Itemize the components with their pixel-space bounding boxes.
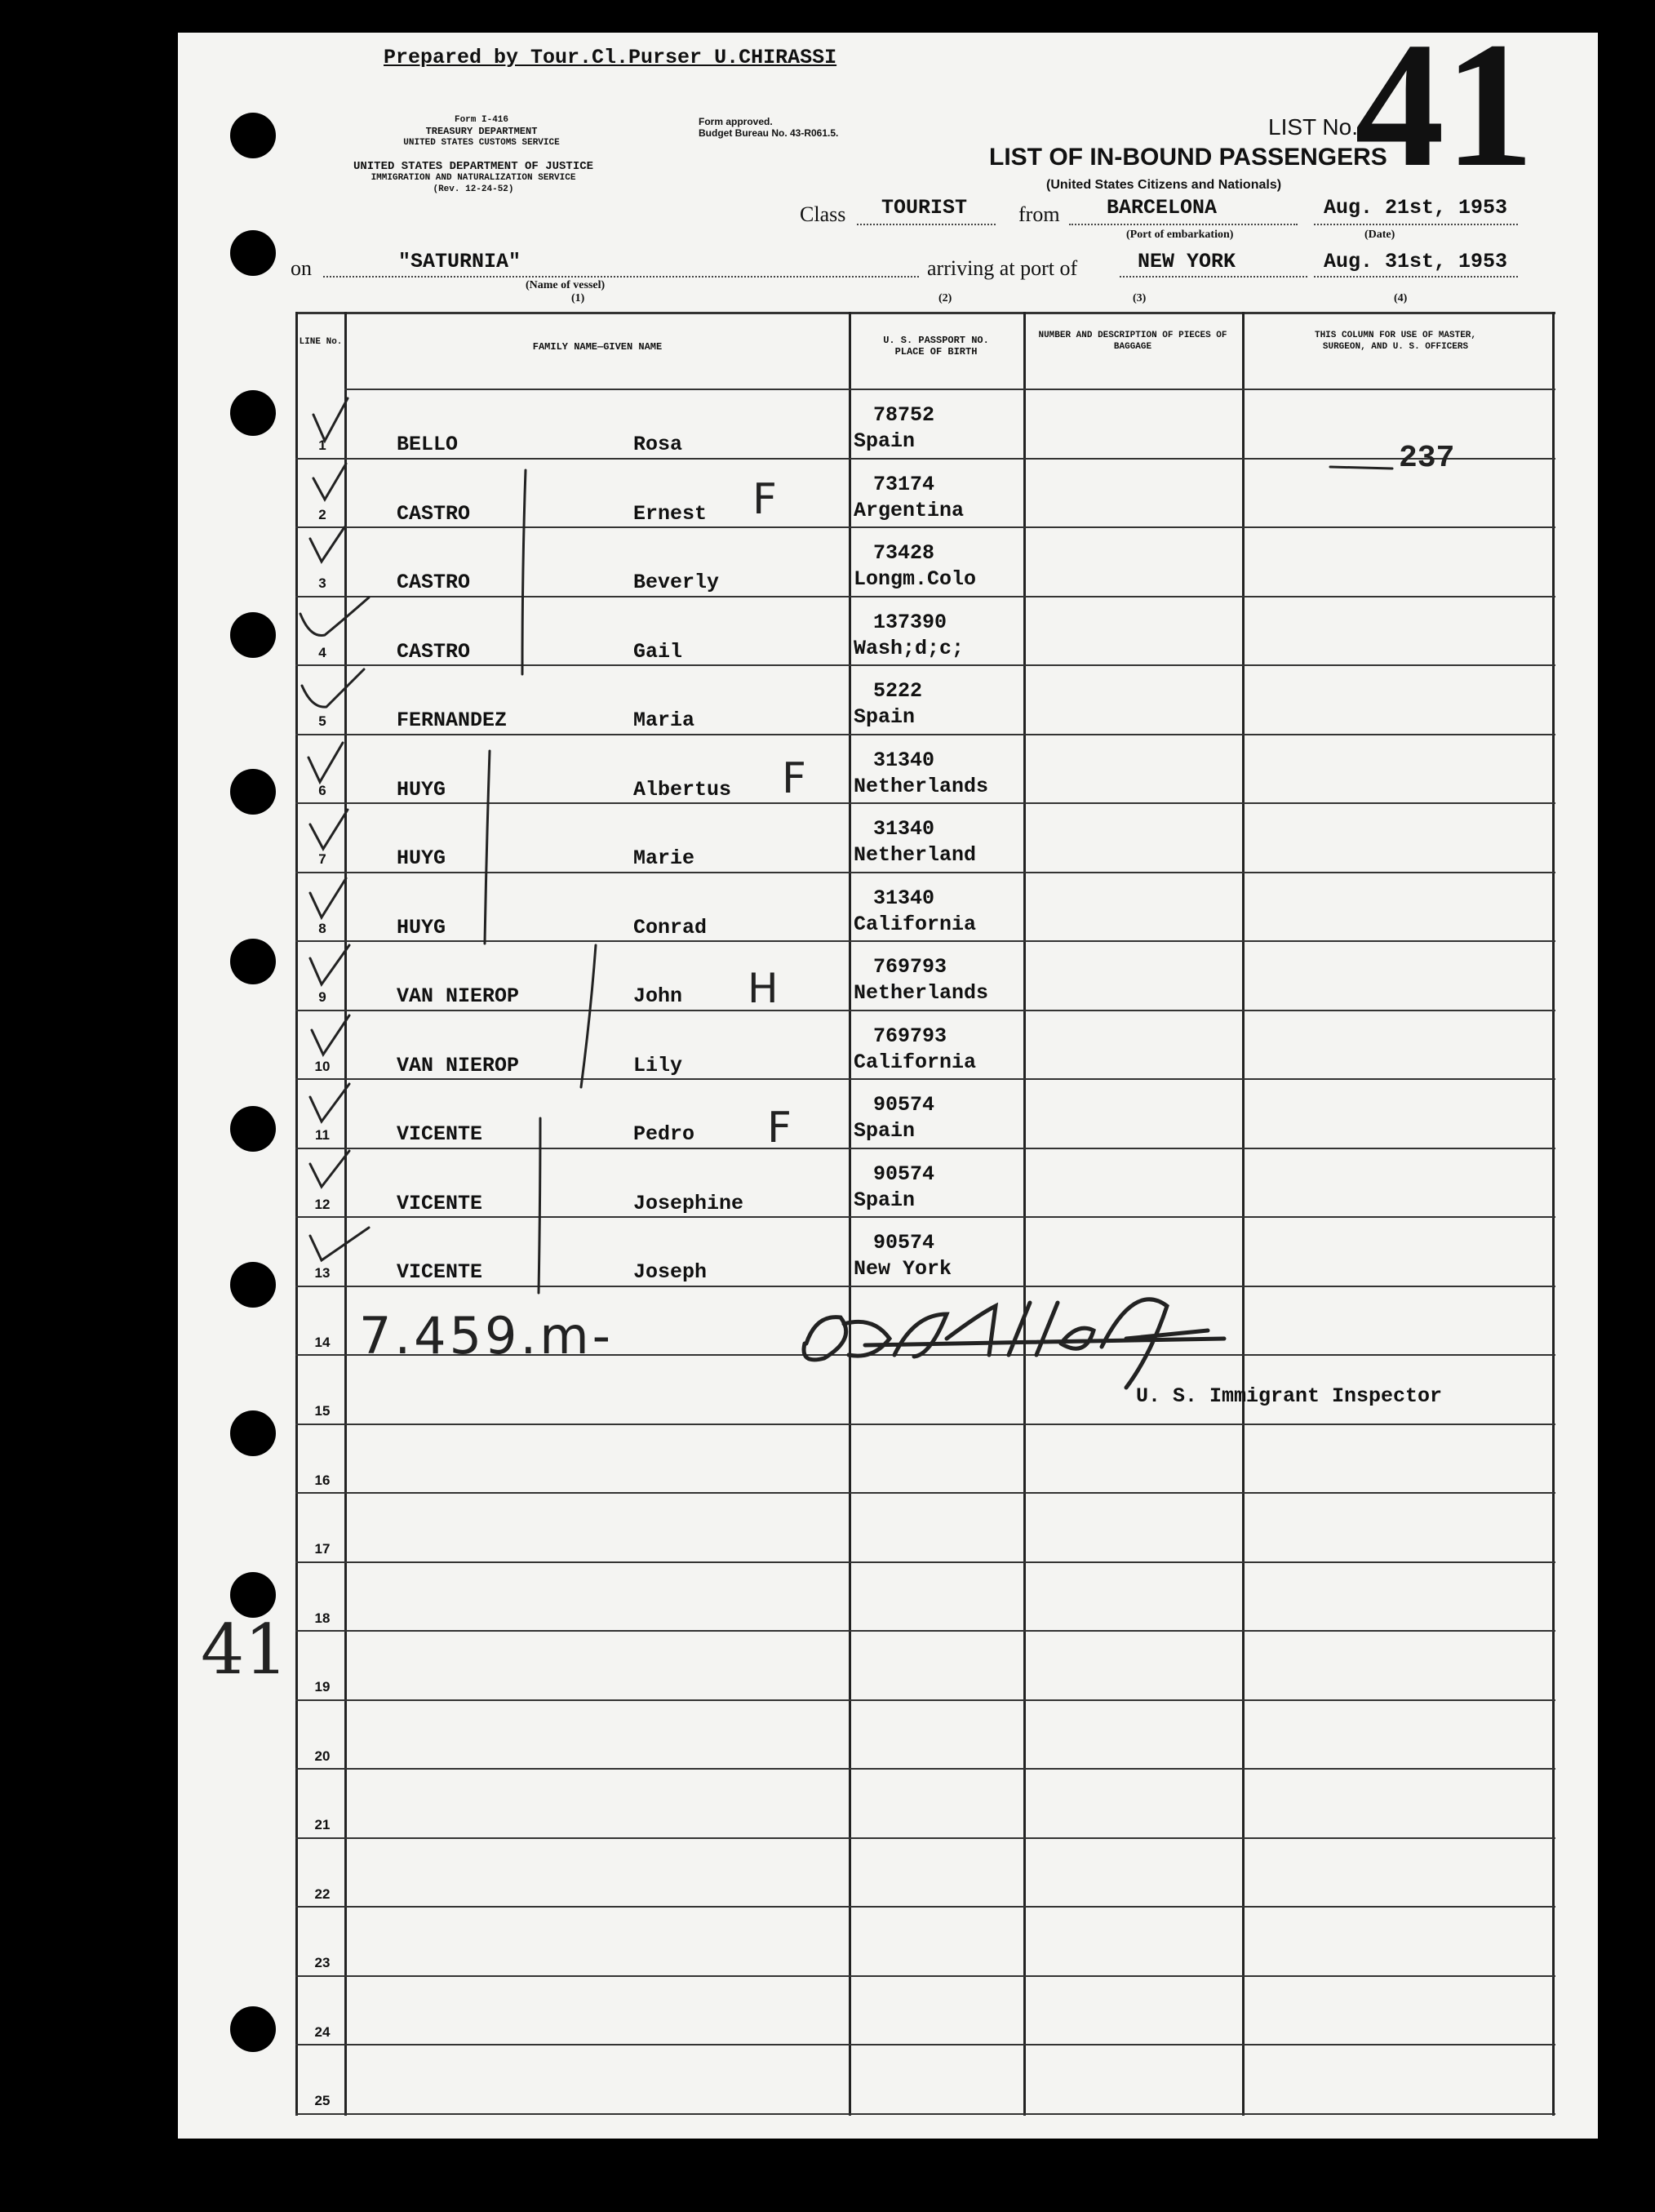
passport-number: 5222 [873, 679, 923, 703]
arriving-label: arriving at port of [927, 256, 1078, 280]
given-name: Lily [633, 1053, 683, 1077]
passport-number: 31340 [873, 886, 935, 910]
given-name: John [633, 984, 683, 1008]
family-bracket [522, 470, 526, 674]
birthplace: Netherlands [854, 981, 989, 1005]
family-bracket [581, 945, 596, 1087]
passport-number: 90574 [873, 1093, 935, 1117]
given-name: Josephine [633, 1191, 744, 1215]
family-bracket [539, 1118, 540, 1293]
given-name: Pedro [633, 1122, 695, 1146]
line-number: 17 [314, 1541, 331, 1557]
line-number: 2 [318, 506, 326, 522]
passport-number: 90574 [873, 1162, 935, 1186]
line-number: 1 [318, 438, 326, 453]
line-number: 23 [314, 1955, 331, 1970]
birthplace: Spain [854, 1119, 916, 1143]
column-number: (4) [1394, 292, 1408, 304]
line-number: 18 [314, 1610, 331, 1626]
passport-number: 769793 [873, 1024, 947, 1048]
given-name: Beverly [633, 571, 720, 594]
line-number: 13 [314, 1265, 331, 1281]
on-label: on [291, 256, 312, 280]
passport-number: 73428 [873, 541, 935, 565]
line-number: 5 [318, 713, 326, 729]
port-embarkation-caption: (Port of embarkation) [1126, 229, 1234, 241]
family-name: CASTRO [397, 501, 471, 526]
family-name: VICENTE [397, 1122, 483, 1146]
check-mark [310, 1084, 349, 1122]
given-name: Maria [633, 708, 695, 732]
line-number: 25 [314, 2093, 331, 2108]
check-mark [310, 810, 348, 849]
passport-number: 137390 [873, 610, 947, 634]
line-number: 19 [314, 1679, 331, 1695]
birthplace: Netherlands [854, 774, 989, 798]
list-no-label: LIST No. [1268, 114, 1358, 140]
family-name: VICENTE [397, 1191, 483, 1215]
birthplace: California [854, 1050, 977, 1074]
check-mark [310, 878, 346, 917]
line-number: 21 [314, 1817, 331, 1832]
birthplace: Spain [854, 705, 916, 729]
family-name: VAN NIEROP [397, 984, 520, 1008]
col-header-name: FAMILY NAME—GIVEN NAME [532, 341, 663, 353]
given-name: Rosa [633, 433, 683, 456]
family-name: CASTRO [397, 571, 471, 594]
line-number: 22 [314, 1886, 331, 1902]
handwritten-f: F [767, 1104, 792, 1153]
line-number: 7 [318, 851, 326, 867]
check-mark [310, 527, 344, 562]
passport-number: 90574 [873, 1231, 935, 1255]
given-name: Gail [633, 639, 683, 664]
handwritten-h: H [748, 965, 779, 1012]
line-number: 4 [318, 644, 326, 660]
given-name: Marie [633, 846, 695, 870]
given-name: Joseph [633, 1260, 708, 1284]
vessel-name: "SATURNIA" [398, 250, 521, 273]
inspector-label: U. S. Immigrant Inspector [1136, 1384, 1443, 1408]
family-name: HUYG [397, 846, 446, 870]
birthplace: Argentina [854, 498, 965, 522]
list-subtitle: (United States Citizens and Nationals) [1046, 178, 1282, 192]
class-label: Class [800, 202, 846, 226]
line-number: 20 [314, 1748, 331, 1764]
passport-number: 31340 [873, 817, 935, 841]
line-number: 10 [314, 1058, 331, 1074]
given-name: Ernest [633, 501, 708, 526]
birthplace: Spain [854, 429, 916, 453]
given-name: Conrad [633, 915, 708, 939]
col-header-line: LINE No. [299, 337, 343, 347]
list-number: 41 [1355, 5, 1534, 204]
line-number: 3 [318, 575, 326, 591]
check-mark [308, 743, 343, 782]
birthplace: Wash;d;c; [854, 636, 965, 660]
family-name: VICENTE [397, 1260, 483, 1284]
from-label: from [1018, 202, 1060, 226]
birthplace: California [854, 912, 977, 936]
birthplace: Netherland [854, 843, 977, 867]
check-mark [310, 945, 349, 984]
column-number: (2) [938, 292, 952, 304]
line-number: 9 [318, 989, 326, 1005]
given-name: Albertus [633, 777, 732, 802]
officer-dash [1330, 467, 1392, 469]
handwritten-f: F [752, 475, 777, 524]
date-caption: (Date) [1364, 229, 1395, 241]
line-number: 16 [314, 1472, 331, 1488]
departure-date: Aug. 21st, 1953 [1324, 196, 1508, 220]
list-title: LIST OF IN-BOUND PASSENGERS [989, 144, 1387, 171]
passport-number: 78752 [873, 403, 935, 427]
port-embarkation: BARCELONA [1107, 196, 1218, 220]
family-name: FERNANDEZ [397, 708, 508, 732]
col-header-officers: THIS COLUMN FOR USE OF MASTER, SURGEON, AND U. S. OFFICERS [1314, 331, 1477, 352]
column-number: (3) [1133, 292, 1147, 304]
inspector-signature [804, 1299, 1224, 1388]
form-approval: Form approved. Budget Bureau No. 43-R061.5. [699, 116, 839, 139]
check-mark [313, 398, 348, 441]
passport-number: 73174 [873, 472, 935, 496]
birthplace: New York [854, 1257, 952, 1281]
class-value: TOURIST [881, 196, 968, 220]
form-block: Form I-416 TREASURY DEPARTMENT UNITED STATES CUSTOMS SERVICE [403, 115, 560, 148]
margin-number: 41 [201, 1610, 288, 1690]
vessel-caption: (Name of vessel) [526, 279, 606, 291]
line-number: 12 [314, 1196, 331, 1212]
line-number: 8 [318, 920, 326, 936]
passport-number: 31340 [873, 748, 935, 772]
line-number: 6 [318, 782, 326, 798]
check-mark [313, 464, 346, 500]
family-name: CASTRO [397, 639, 471, 664]
line-number: 14 [314, 1334, 331, 1350]
arrival-date: Aug. 31st, 1953 [1324, 250, 1508, 273]
family-name: VAN NIEROP [397, 1053, 520, 1077]
column-number: (1) [571, 292, 585, 304]
birthplace: Longm.Colo [854, 567, 977, 591]
col-header-passport: U. S. PASSPORT NO. PLACE OF BIRTH [883, 335, 989, 358]
arrival-port: NEW YORK [1138, 250, 1236, 273]
check-mark [312, 1015, 349, 1055]
handwritten-f: F [782, 754, 806, 803]
family-name: BELLO [397, 433, 459, 456]
col-header-baggage: NUMBER AND DESCRIPTION OF PIECES OF BAGGAGE [1038, 331, 1227, 352]
family-bracket [485, 751, 490, 944]
check-mark [300, 597, 369, 635]
check-mark [310, 1151, 349, 1187]
line-number: 24 [314, 2023, 331, 2040]
line-number: 15 [314, 1403, 331, 1419]
officer-number: 237 [1399, 441, 1455, 476]
family-name: HUYG [397, 777, 446, 802]
check-mark [310, 1228, 369, 1260]
line-number: 11 [315, 1127, 330, 1143]
passport-number: 769793 [873, 955, 947, 979]
family-name: HUYG [397, 915, 446, 939]
doj-block: UNITED STATES DEPARTMENT OF JUSTICE IMMIGRATION AND NATURALIZATION SERVICE (Rev. 12-24-52) [353, 160, 594, 194]
check-mark [302, 669, 364, 707]
birthplace: Spain [854, 1188, 916, 1212]
handwritten-date-note: 7.459.m- [359, 1306, 614, 1366]
prepared-by: Prepared by Tour.Cl.Purser U.CHIRASSI [384, 46, 837, 69]
